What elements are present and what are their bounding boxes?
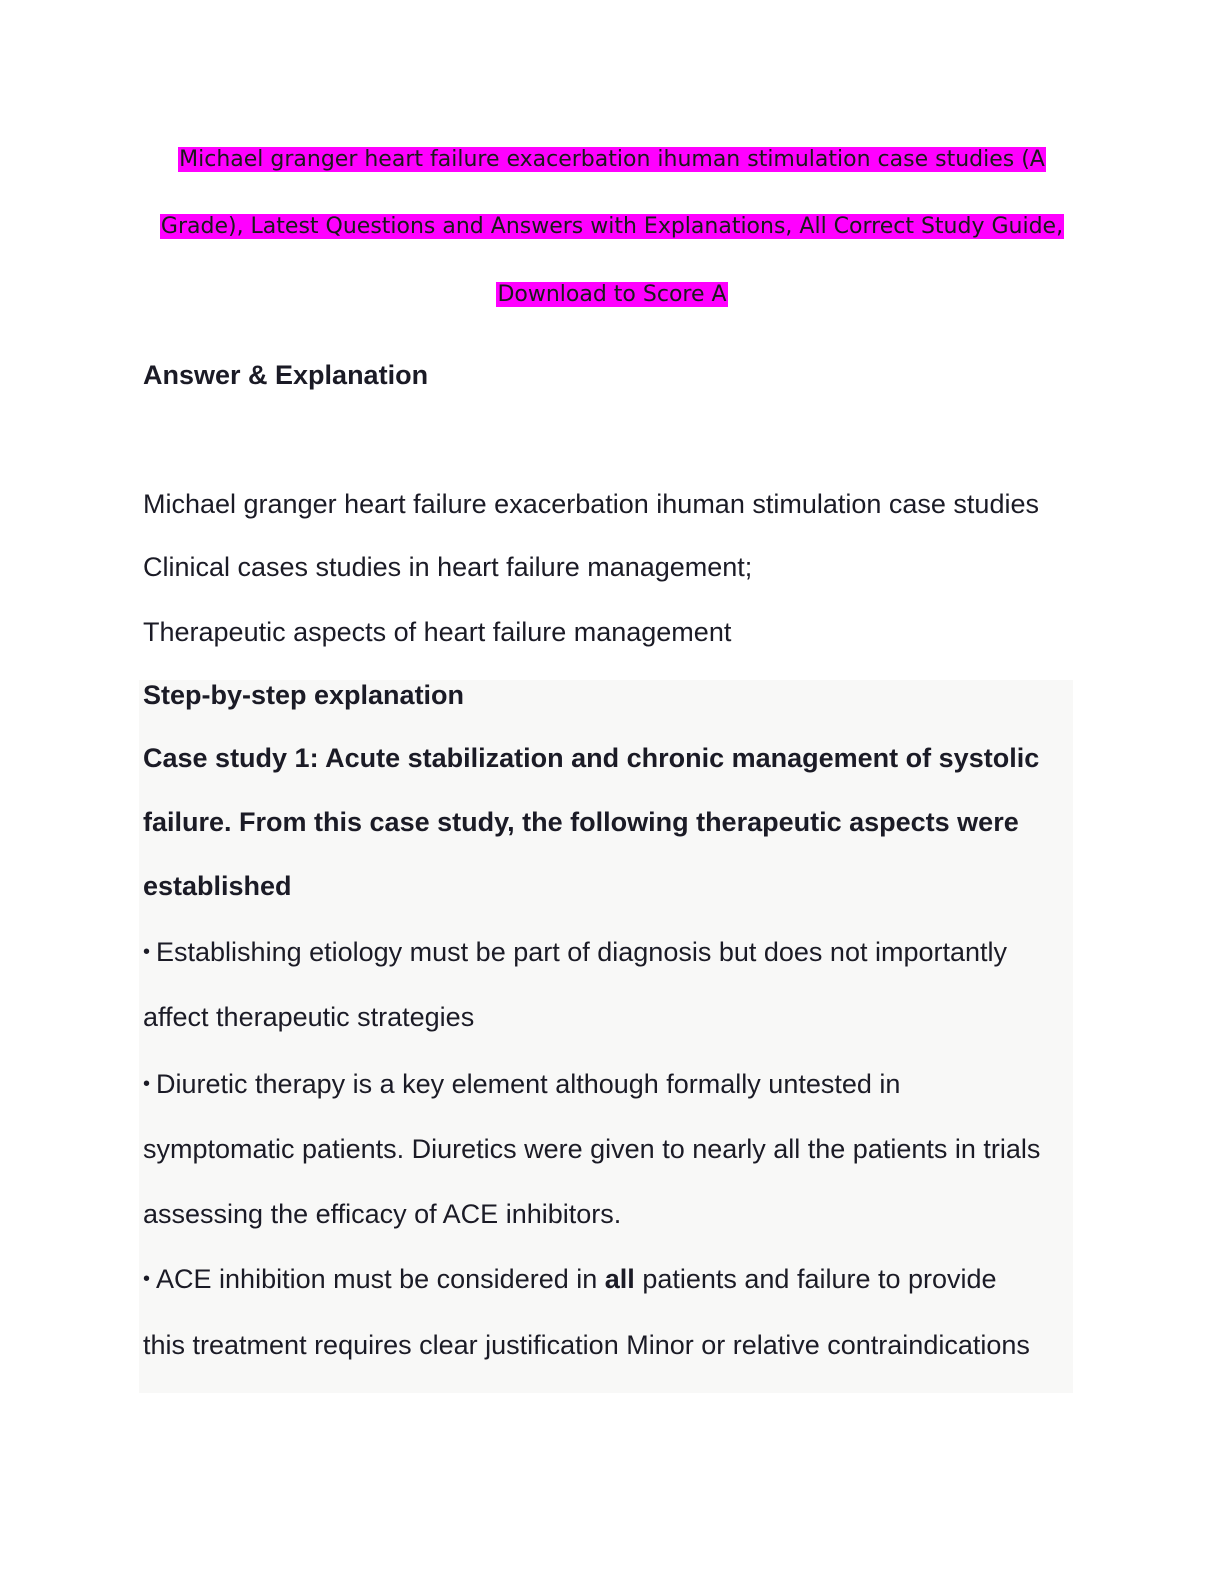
- case-title-line-3: established: [143, 871, 292, 901]
- case-title-line-1: Case study 1: Acute stabilization and chronic management of systolic: [143, 743, 1040, 773]
- step-by-step-heading: Step-by-step explanation: [143, 680, 465, 710]
- case-title-line-2: failure. From this case study, the following therapeutic aspects were: [143, 807, 1019, 837]
- title-highlight-3: Download to Score A: [497, 282, 727, 307]
- bullet-3-text-pre: ACE inhibition must be considered in: [156, 1264, 598, 1294]
- bullet-icon: •: [143, 941, 151, 963]
- bullet-3-line-1: [143, 1264, 997, 1295]
- bullet-2-line-1: [143, 1069, 900, 1100]
- bullet-1-line-1: [143, 937, 1007, 968]
- bullet-2-text: Diuretic therapy is a key element although formally untested in: [156, 1069, 901, 1099]
- bullet-3-line-2: this treatment requires clear justification Minor or relative contraindications: [143, 1330, 1030, 1360]
- bullet-3-text-post: patients and failure to provide: [642, 1264, 997, 1294]
- bullet-2-line-2: symptomatic patients. Diuretics were given to nearly all the patients in trials: [143, 1134, 1041, 1164]
- title-line-1: [0, 143, 1224, 177]
- bullet-2-line-3: assessing the efficacy of ACE inhibitors.: [143, 1199, 622, 1229]
- title-highlight-2: Grade), Latest Questions and Answers with Explanations, All Correct Study Guide,: [160, 214, 1064, 239]
- bullet-1-line-2: affect therapeutic strategies: [143, 1002, 475, 1032]
- intro-line-3: Therapeutic aspects of heart failure management: [143, 617, 732, 647]
- intro-line-1: Michael granger heart failure exacerbation ihuman stimulation case studies: [143, 489, 1039, 519]
- title-line-2: [0, 210, 1224, 244]
- title-highlight-1: Michael granger heart failure exacerbation ihuman stimulation case studies (A: [179, 147, 1045, 172]
- title-line-3: [0, 278, 1224, 312]
- bullet-icon: •: [143, 1073, 151, 1095]
- bullet-icon: •: [143, 1268, 151, 1290]
- intro-line-2: Clinical cases studies in heart failure management;: [143, 552, 753, 582]
- answer-heading: Answer & Explanation: [143, 360, 429, 390]
- bullet-1-text: Establishing etiology must be part of diagnosis but does not importantly: [156, 937, 1008, 967]
- bullet-3-emphasis: all: [604, 1264, 635, 1294]
